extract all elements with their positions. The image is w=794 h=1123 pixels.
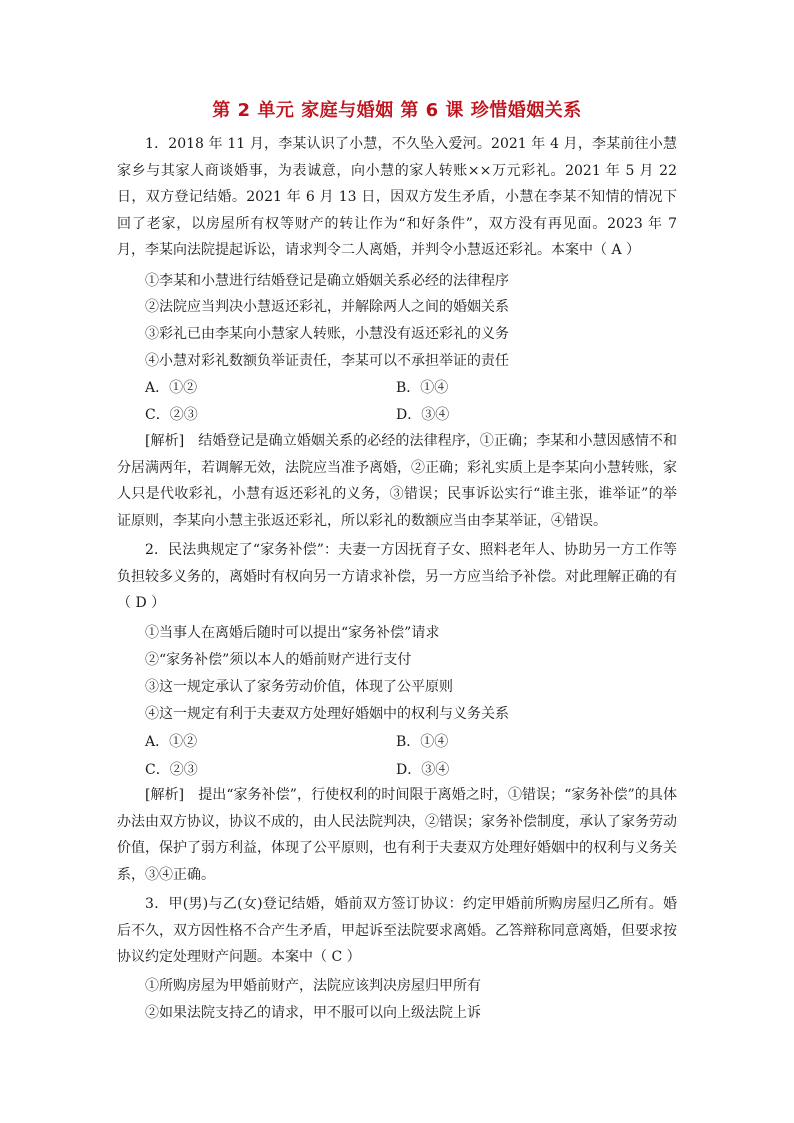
analysis-tag: [解析] [145, 433, 185, 449]
question-1-item: ④小慧对彩礼数额负举证责任，李某可以不承担举证的责任 [145, 353, 509, 369]
question-2-item: ③这一规定承认了家务劳动价值，体现了公平原则 [145, 679, 453, 695]
question-2-option-d: D．③④ [396, 762, 450, 778]
question-2-option-a: A．①② [145, 734, 198, 750]
question-2-option-b: B．①④ [396, 734, 449, 750]
question-2-option-c: C．②③ [145, 762, 198, 778]
analysis-tag: [解析] [145, 787, 185, 803]
question-1-analysis [117, 428, 677, 534]
question-3-item: ①所购房屋为甲婚前财产，法院应该判决房屋归甲所有 [145, 978, 481, 994]
question-1-option-d: D．③④ [396, 407, 450, 423]
question-3-item: ②如果法院支持乙的请求，甲不服可以向上级法院上诉 [145, 1005, 481, 1021]
question-2-item: ①当事人在离婚后随时可以提出“家务补偿”请求 [145, 625, 440, 641]
analysis-text: 提出“家务补偿”，行使权利的时间限于离婚之时，①错误；“家务补偿”的具体办法由双方协议，协议不成的，由人民法院判决，②错误；家务补偿制度，承认了家务劳动价值，保护了弱方利益，体现了公平原则，也有利于夫妻双方处理好婚姻中的权利与义务关系，③④正确。 [117, 787, 677, 883]
page-title: 第 2 单元 家庭与婚姻 第 6 课 珍惜婚姻关系 [212, 100, 582, 121]
question-1-option-b: B．①④ [396, 380, 449, 396]
question-2-item: ④这一规定有利于夫妻双方处理好婚姻中的权利与义务关系 [145, 706, 509, 722]
question-2-item: ②“家务补偿”须以本人的婚前财产进行支付 [145, 652, 412, 668]
question-1-item: ①李某和小慧进行结婚登记是确立婚姻关系必经的法律程序 [145, 273, 509, 289]
question-1-option-c: C．②③ [145, 407, 198, 423]
question-1-stem: 1．2018 年 11 月，李某认识了小慧，不久坠入爱河。2021 年 4 月，李某前往小慧家乡与其家人商谈婚事，为表诚意，向小慧的家人转账××万元彩礼。2021 年 5 月 22 日，双方登记结婚。2021 年 6 月 13 日，因双方发生矛盾，小慧在李某不知情的情况下回了老家，以房屋所有权等财产的转让作为“和好条件”，双方没有再见面。2023 年 7 月，李某向法院提起诉讼，请求判令二人离婚，并判令小慧返还彩礼。本案中（ A ） [117, 136, 677, 259]
analysis-text: 结婚登记是确立婚姻关系的必经的法律程序，①正确；李某和小慧因感情不和分居满两年，若调解无效，法院应当准予离婚，②正确；彩礼实质上是李某向小慧转账，家人只是代收彩礼，小慧有返还彩礼的义务，③错误；民事诉讼实行“谁主张，谁举证”的举证原则，李某向小慧主张返还彩礼，所以彩礼的数额应当由李某举证，④错误。 [117, 433, 677, 529]
question-3-stem: 3．甲(男)与乙(女)登记结婚，婚前双方签订协议：约定甲婚前所购房屋归乙所有。婚后不久，双方因性格不合产生矛盾，甲起诉至法院要求离婚。乙答辩称同意离婚，但要求按协议约定处理财产问题。本案中（ C ） [117, 896, 677, 966]
question-2-stem: 2．民法典规定了“家务补偿”：夫妻一方因抚育子女、照料老年人、协助另一方工作等负担较多义务的，离婚时有权向另一方请求补偿，另一方应当给予补偿。对此理解正确的有（ D ） [117, 542, 677, 612]
question-1-item: ③彩礼已由李某向小慧家人转账，小慧没有返还彩礼的义务 [145, 326, 509, 342]
question-1-item: ②法院应当判决小慧返还彩礼，并解除两人之间的婚姻关系 [145, 299, 509, 315]
question-2-analysis [117, 782, 677, 888]
question-1-option-a: A．①② [145, 380, 198, 396]
